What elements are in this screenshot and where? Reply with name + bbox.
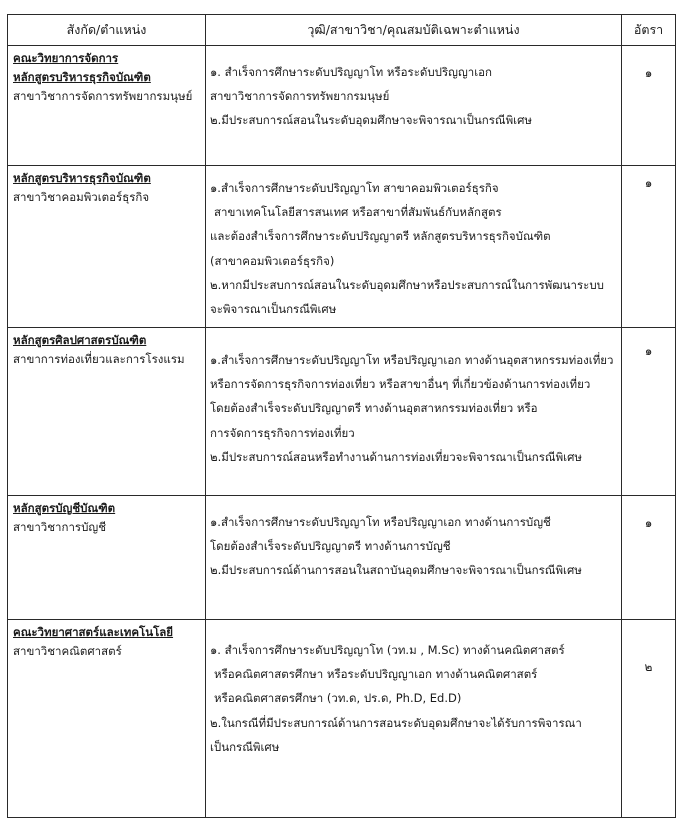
unit-cell <box>8 496 206 620</box>
rate-cell: ๑ <box>622 328 676 496</box>
qualification-line: โดยต้องสำเร็จระดับปริญญาตรี ทางด้านอุตสาหกรรมท่องเที่ยว หรือ <box>210 401 538 416</box>
qualification-line: หรือคณิตศาสตรศึกษา (วท.ด, ปร.ด, Ph.D, Ed.D) <box>214 691 462 706</box>
faculty-name: คณะวิทยาการจัดการ <box>13 51 119 65</box>
qualification-line: เป็นกรณีพิเศษ <box>210 739 280 754</box>
qualification-line: โดยต้องสำเร็จระดับปริญญาตรี ทางด้านการบัญชี <box>210 539 451 554</box>
unit-cell <box>8 620 206 818</box>
qualification-line: สาขาเทคโนโลยีสารสนเทศ หรือสาขาที่สัมพันธ์กับหลักสูตร <box>214 205 502 220</box>
qualification-cell <box>206 620 622 818</box>
unit-cell <box>8 166 206 328</box>
program-name: หลักสูตรศิลปศาสตรบัณฑิต <box>13 333 147 347</box>
qualification-line: ๒.มีประสบการณ์สอนในระดับอุดมศึกษาจะพิจารณาเป็นกรณีพิเศษ <box>210 113 532 128</box>
table-row <box>8 496 676 620</box>
table-row <box>8 166 676 328</box>
qualification-line: ๒.หากมีประสบการณ์สอนในระดับอุดมศึกษาหรือประสบการณ์ในการพัฒนาระบบ <box>210 277 604 292</box>
faculty-name: คณะวิทยาศาสตร์และเทคโนโลยี <box>13 625 174 639</box>
qualification-line: ๑. สำเร็จการศึกษาระดับปริญญาโท หรือระดับปริญญาเอก <box>210 65 493 79</box>
positions-table <box>7 14 676 818</box>
program-name: หลักสูตรบริหารธุรกิจบัณฑิต <box>13 171 151 185</box>
qualification-line: สาขาวิชาการจัดการทรัพยากรมนุษย์ <box>210 89 390 104</box>
rate-cell: ๒ <box>622 620 676 818</box>
rate-cell: ๑ <box>622 496 676 620</box>
table-row <box>8 46 676 166</box>
qualification-cell <box>206 46 622 166</box>
rate-cell: ๑ <box>622 46 676 166</box>
qualification-line: ๒.มีประสบการณ์สอนหรือทำงานด้านการท่องเที่ยวจะพิจารณาเป็นกรณีพิเศษ <box>210 449 582 464</box>
qualification-line: ๑.สำเร็จการศึกษาระดับปริญญาโท สาขาคอมพิวเตอร์ธุรกิจ <box>210 181 499 195</box>
qualification-line: ๑. สำเร็จการศึกษาระดับปริญญาโท (วท.ม , M.Sc) ทางด้านคณิตศาสตร์ <box>210 643 565 657</box>
qualification-cell <box>206 496 622 620</box>
table-row <box>8 620 676 818</box>
header-qualification: วุฒิ/สาขาวิชา/คุณสมบัติเฉพาะตำแหน่ง <box>206 15 622 46</box>
qualification-line: (สาขาคอมพิวเตอร์ธุรกิจ) <box>210 253 335 268</box>
qualification-line: ๑.สำเร็จการศึกษาระดับปริญญาโท หรือปริญญาเอก ทางด้านอุตสาหกรรมท่องเที่ยว <box>210 353 614 367</box>
table-header-row <box>8 15 676 46</box>
qualification-line: ๑.สำเร็จการศึกษาระดับปริญญาโท หรือปริญญาเอก ทางด้านการบัญชี <box>210 515 551 529</box>
unit-cell <box>8 46 206 166</box>
major-name: สาขาวิชาการบัญชี <box>13 520 107 534</box>
qualification-line: การจัดการธุรกิจการท่องเที่ยว <box>210 425 355 440</box>
qualification-line: ๒.มีประสบการณ์ด้านการสอนในสถาบันอุดมศึกษาจะพิจารณาเป็นกรณีพิเศษ <box>210 563 582 578</box>
program-name: หลักสูตรบัญชีบัณฑิต <box>13 501 116 515</box>
qualification-line: และต้องสำเร็จการศึกษาระดับปริญญาตรี หลักสูตรบริหารธุรกิจบัณฑิต <box>210 229 551 244</box>
qualification-line: หรือการจัดการธุรกิจการท่องเที่ยว หรือสาขาอื่นๆ ที่เกี่ยวข้องด้านการท่องเที่ยว <box>210 377 591 392</box>
header-unit: สังกัด/ตำแหน่ง <box>8 15 206 46</box>
qualification-line: จะพิจารณาเป็นกรณีพิเศษ <box>210 302 337 317</box>
qualification-line: หรือคณิตศาสตรศึกษา หรือระดับปริญญาเอก ทางด้านคณิตศาสตร์ <box>214 667 538 682</box>
header-rate: อัตรา <box>622 15 676 46</box>
qualification-line: ๒.ในกรณีที่มีประสบการณ์ด้านการสอนระดับอุดมศึกษาจะได้รับการพิจารณา <box>210 715 582 730</box>
program-name: หลักสูตรบริหารธุรกิจบัณฑิต <box>13 70 151 84</box>
qualification-cell <box>206 328 622 496</box>
major-name: สาขาวิชาคณิตศาสตร์ <box>13 644 122 658</box>
unit-cell <box>8 328 206 496</box>
major-name: สาขาวิชาคอมพิวเตอร์ธุรกิจ <box>13 190 150 204</box>
major-name: สาขาวิชาการจัดการทรัพยากรมนุษย์ <box>13 89 193 103</box>
major-name: สาขาการท่องเที่ยวและการโรงแรม <box>13 352 185 366</box>
rate-cell: ๑ <box>622 166 676 328</box>
qualification-cell <box>206 166 622 328</box>
table-row <box>8 328 676 496</box>
